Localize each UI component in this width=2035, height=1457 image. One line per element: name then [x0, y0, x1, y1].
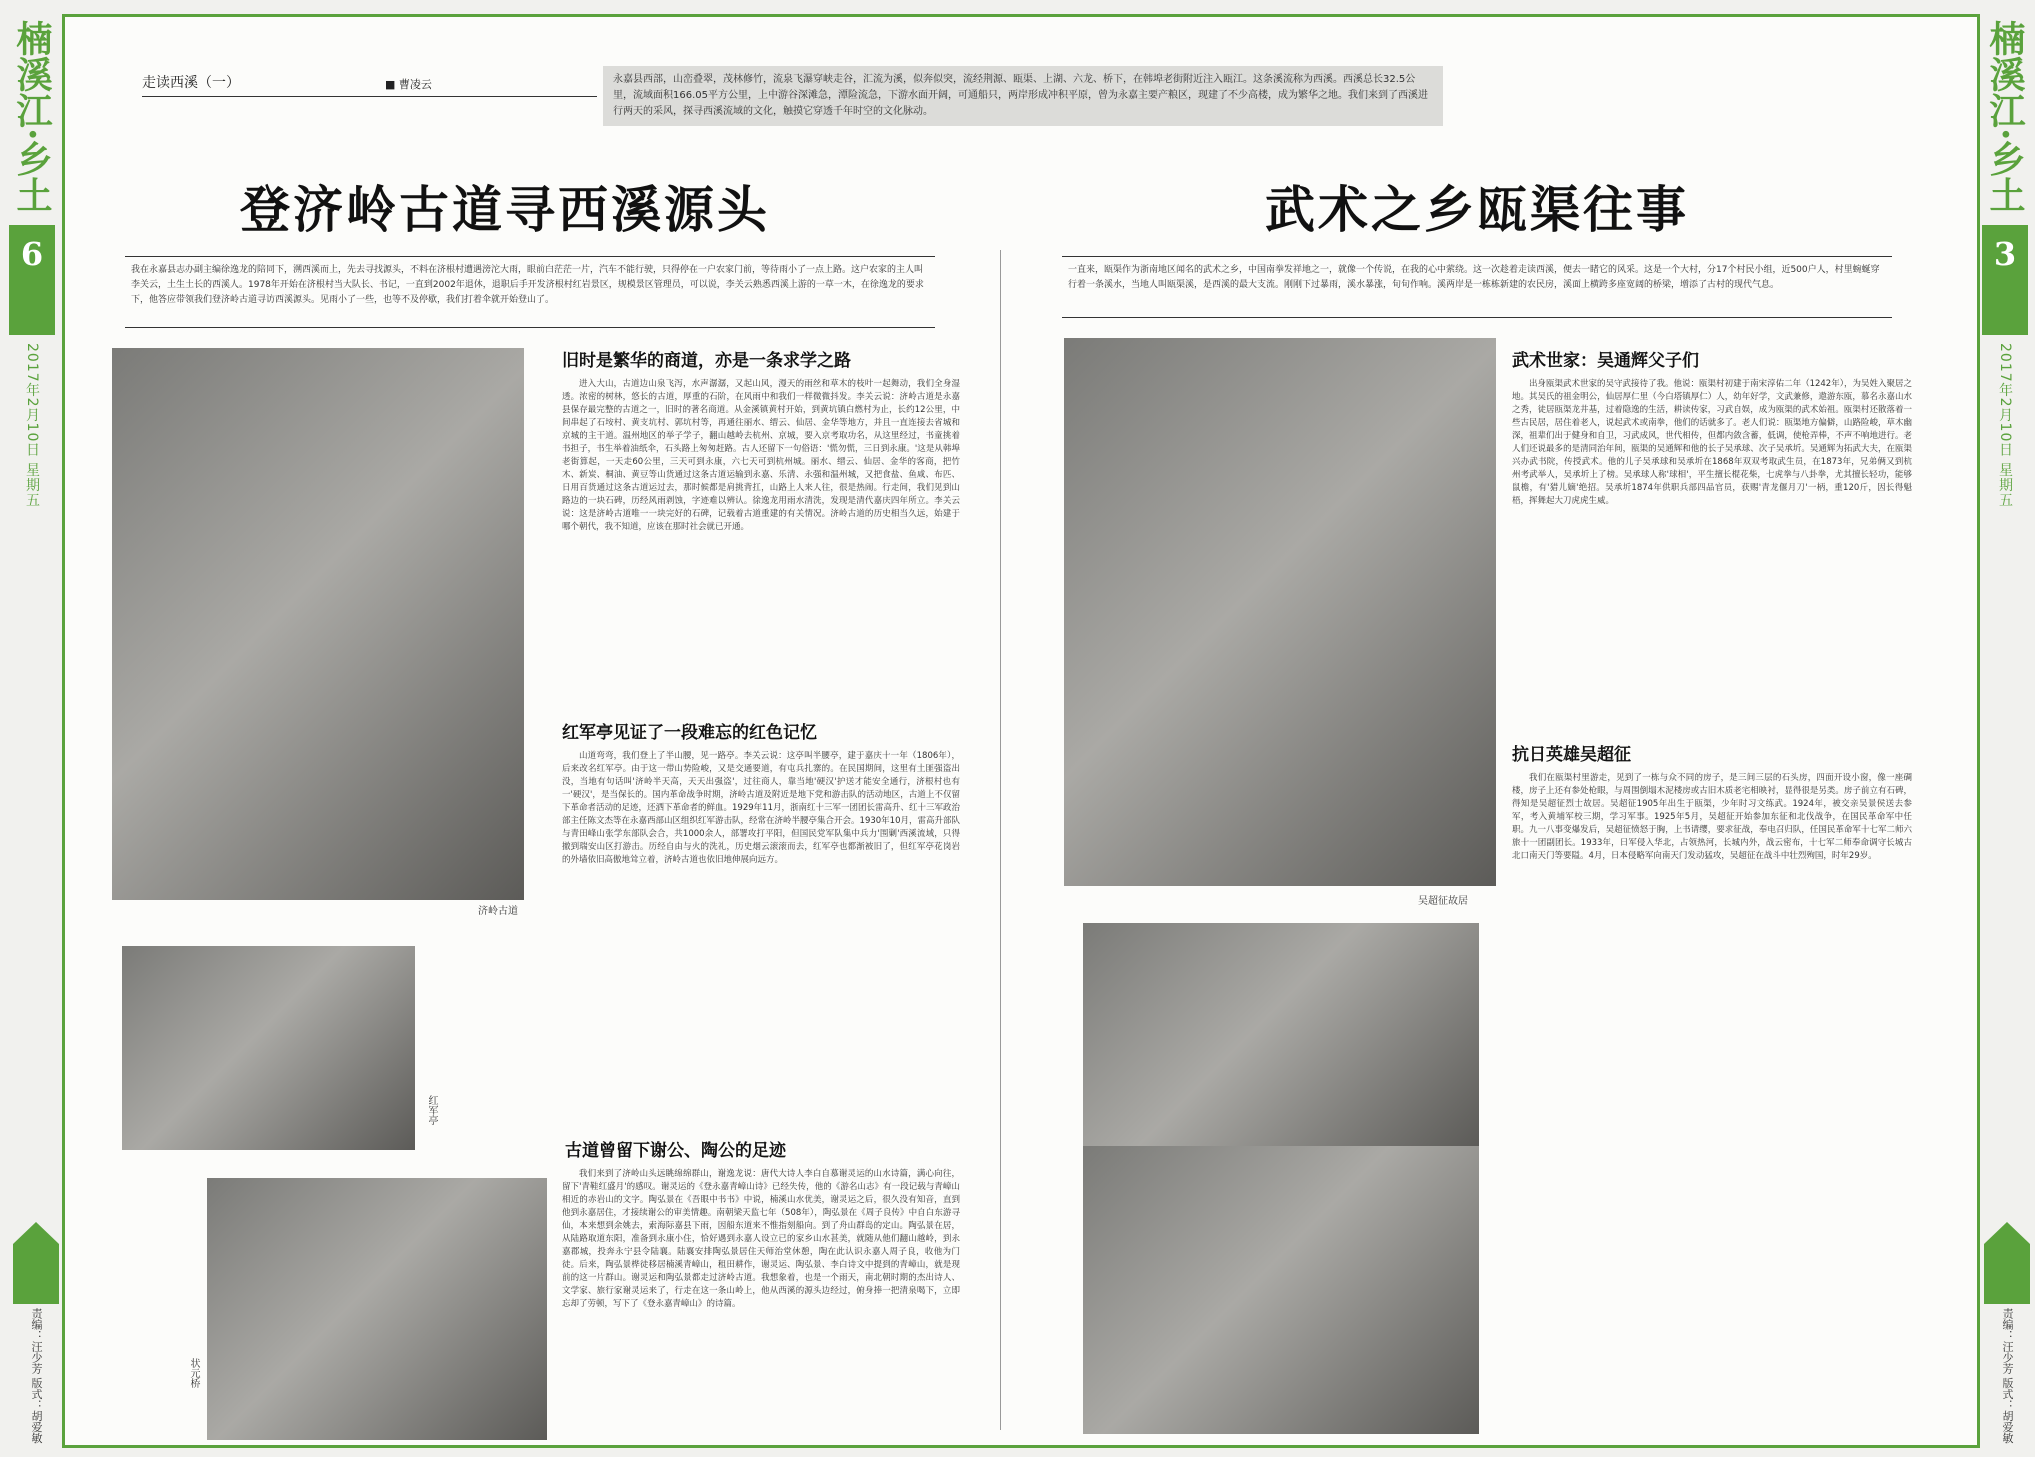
right-date: 2017年2月10日 星期五: [1997, 342, 2013, 508]
left-section2-body: [562, 750, 960, 1098]
left-section1-text: 进入大山，古道边山泉飞泻，水声潺潺，又起山风，漫天的雨丝和草木的枝叶一起舞动，我们全身湿透。浓密的树林，悠长的古道，厚重的石阶，在风雨中和我们一样微微抖发。李关云说：济岭古道是永嘉县保存最完整的古道之一，旧时的著名商道。从金溪镇黄村开始，到黄坑镇白燃村为止，长约12公里，中间串起了石垵村、黄支坑村、郭坑村等，再通往丽水、缙云、仙居、金华等地方，并且一直连接去省城和京城的主干道。温州地区的举子学子，翻山越岭去杭州、京城，要入京考取功名，从这里经过，书童挑着书担子，书生举着油纸伞，石头路上匆匆赶路。古人还留下一句俗语：'慌勿慌，三日到永康。'这是从韩埠老街算起，一天走60公里，三天可到永康，六七天可到杭州城。丽水、缙云、仙居、金华的客商，把竹木、新炭、桐油、黄豆等山货通过这条古道运输到永嘉、乐清、永强和温州城，又把食盐、鱼咸、布匹、日用百货通过这条古道运过去，那时候都是肩挑背扛，山路上人来人往，很是热闹。行走间，我们见到山路边的一块石碑，历经风雨剥蚀，字迹难以辨认。徐逸龙用雨水清洗，发现是清代嘉庆四年所立。李关云说：这是济岭古道唯一一块完好的石碑，记载着古道重建的有关情况。济岭古道的历史相当久远，始建于哪个朝代，我不知道，应该在那时社会就已开通。: [562, 379, 960, 532]
photo-caption-residence: 吴超征故居: [1418, 896, 1468, 907]
left-page-number: 6: [9, 225, 55, 335]
left-date: 2017年2月10日 星期五: [24, 342, 40, 508]
right-article-lead: 一直来，瓯渠作为浙南地区闻名的武术之乡，中国南拳发祥地之一，就像一个传说，在我的心中萦绕。这一次趁着走读西溪，便去一睹它的风采。这是一个大村，分17个村民小组，近500户人，村里蜿蜒穿行着一条溪水，当地人叫瓯渠溪，是西溪的最大支流。刚刚下过暴雨，溪水暴涨，旬旬作响。溪两岸是一栋栋新建的农民房，溪面上横跨多座宽阔的桥梁，增添了古村的现代气息。: [1062, 256, 1892, 318]
ouqu-village-street-photo: [1083, 1146, 1479, 1434]
left-section2-title: 红军亭见证了一段难忘的红色记忆: [562, 723, 817, 743]
zhuangyuan-bridge-photo: [207, 1178, 547, 1440]
left-section1-title: 旧时是繁华的商道，亦是一条求学之路: [562, 351, 851, 371]
left-editors: 责编：汪少芳 版式：胡爱敏: [30, 1307, 43, 1443]
right-sidebar: [1977, 20, 2033, 507]
right-section2-body: [1512, 772, 1912, 1432]
right-editors-block: [1979, 1222, 2035, 1444]
right-section1-title: 武术世家：吴通辉父子们: [1512, 351, 1699, 371]
left-section3-title: 古道曾留下谢公、陶公的足迹: [565, 1141, 786, 1161]
right-section1-text: 出身瓯渠武术世家的吴守武接待了我。他说：瓯渠村初建于南宋淳佑二年（1242年），为吴姓入聚居之地。其吴氏的祖金明公，仙居厚仁里（今白塔镇厚仁）人，幼年好学，文武兼修，遨游东瓯，慕名永嘉山水之秀，徒居瓯渠龙井基，过着隐逸的生活，耕读传家，习武自娱，成为瓯渠的武术始祖。瓯渠村还散落着一些古民居，居住着老人，说起武术或南拳，他们的话就多了。老人们说：瓯渠地方偏僻，山路险峻，草木幽深，祖辈们出于健身和自卫，习武成风，世代相传，但都内敛含蓄，低调，使枪弄棒，不声不响地进行。老人们还说最多的是清同治年间，瓯渠的吴通辉和他的长子吴承球、次子吴承圻。吴通辉为拓武大夫，在瓯渠兴办武书院，传授武术。他的儿子吴承球和吴承圻在1868年双双考取武生员，在1873年，兄弟俩又到杭州考武举人，吴承圻上了榜。吴承球人称'球相'，平生擅长棍花柴，七虎拳与八卦拳，尤其擅长轻功，能够鼠檐，有'猎儿嫡'绝招。吴承圻1874年供职兵部四品官员，获赐'青龙偃月刀'一柄，重120斤，因长得魁梧，挥舞起大刀虎虎生威。: [1512, 379, 1912, 506]
left-article-title: 登济岭古道寻西溪源头: [240, 180, 770, 239]
left-editors-block: [8, 1222, 64, 1444]
left-section3-text: 我们来到了济岭山头远眺绵绵群山，谢逸龙说：唐代大诗人李白自慕谢灵运的山水诗篇，满心向往，留下'青鞋红盛月'的感叹。谢灵运的《登永嘉青嶂山诗》已经失传，他的《游名山志》有一段记载与青嶂山相近的赤岩山的文字。陶弘景在《吾眼中书书》中说，楠溪山水优美，谢灵运之后，很久没有知音，直到他到永嘉居住，才接续谢公的审美情趣。南朝梁天监七年（508年），陶弘景在《周子良传》中自白东游寻仙，本来想到余姚去，索海际嘉县下雨，因船东道来不惟指刻船向。到了舟山群岛的定山。陶弘景在居，从陆路取道东阳，准备到永康小住，恰好遇到永嘉人设立已的家乡山水甚美，就随从他们翻山越岭，到永嘉郡城，投奔永宁县令陆襄。陆襄安排陶弘景居住天师治堂休憩，陶在此认识永嘉人周子良，收他为门徒。后来，陶弘景桦徒移居楠溪青嶂山，租田耕作，谢灵运、陶弘景、李白诗文中提到的青嶂山，就是现前的这一片群山。谢灵运和陶弘景都走过济岭古道。我想象着，也是一个雨天，南北朝时期的杰出诗人、文学家、旅行家谢灵运来了，行走在这一条山岭上，他从西溪的源头边经过，俯身捧一把清泉喝下，立即忘却了劳顿，写下了《登永嘉青嶂山》的诗篇。: [562, 1169, 960, 1309]
series-rule: [142, 96, 597, 97]
photo-caption-zhuangyuan-bridge: 状元桥: [188, 1358, 199, 1388]
left-article-lead: 我在永嘉县志办副主编徐逸龙的陪同下，溯西溪而上，先去寻找源头，不料在济根村遭遇滂沱大雨，眼前白茫茫一片，汽车不能行驶，只得停在一户农家门前，等待雨小了一点上路。这户农家的主人叫李关云，土生土长的西溪人。1978年开始在济根村当大队长、书记，一直到2002年退休，退职后手开发济根村红岩景区，规模景区管理员，可以说，李关云熟悉西溪上游的一草一木，在徐逸龙的要求下，他答应带领我们登济岭古道寻访西溪源头。见雨小了一些，也等不及停歇，我们打着伞就开始登山了。: [125, 256, 935, 328]
ancient-road-photo: [112, 348, 524, 900]
series-intro: 永嘉县西部，山峦叠翠，茂林修竹，流泉飞瀑穿峡走谷，汇流为溪，似奔似突，流经荆源、瓯渠、上湖、六龙、桥下，在韩埠老街附近注入瓯江。这条溪流称为西溪。西溪总长32.5公里，流域面积166.05平方公里，上中游谷深滩急，潭险流急，下游水面开阔，可通船只，两岸形成冲积平原，曾为永嘉主要产粮区，现建了不少高楼，成为繁华之地。我们来到了西溪进行两天的采风，探寻西溪流域的文化，触摸它穿透千年时空的文化脉动。: [603, 66, 1443, 126]
right-section2-text: 我们在瓯渠村里游走，见到了一栋与众不同的房子，是三间三层的石头房，四面开设小窗，像一座碉楼，房子上还有参处枪眼，与周围倒塌木泥楼房或古旧木质老宅相映衬，显得很是另类。房子前立有石碑，得知是吴超征烈士故居。吴超征1905年出生于瓯渠，少年时习文练武。1924年，被交亲吴景侯送去参军，考入黄埔军校三期，学习军事。1925年5月，吴超征开始参加东征和北伐战争，在国民革命军中任职。九一八事变爆发后，吴超征愤怒于胸，上书请缨，要求征战，奉电召归队，任国民革命军十七军二师六旅十一团副团长。1933年，日军侵入华北，占领热河，长城内外，战云密布，十七军二师奉命调守长城古北口南天门等要隘。4月，日本侵略军向南天门发动猛攻，吴超征在战斗中壮烈殉国，时年29岁。: [1512, 773, 1912, 861]
center-rule: [1000, 250, 1001, 1430]
series-title: 走读西溪（一）: [142, 75, 240, 91]
right-section1-body: [1512, 378, 1912, 728]
left-sidebar: [4, 20, 60, 507]
left-brand: 楠溪江·乡土: [11, 20, 53, 213]
right-editors: 责编：汪少芳 版式：胡爱敏: [2001, 1307, 2014, 1443]
red-army-pavilion-photo: [122, 946, 415, 1150]
left-section1-body: [562, 378, 960, 706]
right-article-title: 武术之乡瓯渠往事: [1265, 180, 1689, 239]
right-section2-title: 抗日英雄吴超征: [1512, 745, 1631, 765]
right-page-number: 3: [1982, 225, 2028, 335]
ouqu-village-building-photo: [1083, 923, 1479, 1146]
photo-caption-red-army-pavilion: 红军亭: [426, 1095, 437, 1125]
right-brand: 楠溪江·乡土: [1984, 20, 2026, 213]
wu-chaozheng-residence-photo: [1064, 338, 1496, 886]
series-author: ■ 曹凌云: [385, 78, 432, 91]
left-section3-body: [562, 1168, 960, 1430]
photo-caption-ancient-road: 济岭古道: [478, 906, 518, 917]
left-section2-text: 山道弯弯，我们登上了半山腰，见一路亭。李关云说：这亭叫半腰亭，建于嘉庆十一年（1806年），后来改名红军亭。由于这一带山势险峻，又是交通要道，有屯兵扎寨的。在民国期间，这里有土匪强盗出没，当地有句话叫'济岭半天高，天天出强盗'，过往商人，靠当地'硬汉'护送才能安全通行，济根村也有一'硬汉'，是当保长的。国内革命战争时期，济岭古道及附近是地下党和游击队的活动地区，古道上不仅留下革命者活动的足迹，还洒下革命者的鲜血。1929年11月，浙南红十三军一团团长雷高升、红十三军政治部主任陈文杰等在永嘉西部山区组织红军游击队，经常在济岭半腰亭集合开会。1930年10月，雷高升部队与青田峰山张学东部队会合，共1000余人，部署攻打平阳，但国民党军队集中兵力'围剿'西溪流域，只得撤到瑞安山区打游击。历经自由与火的洗礼，历史烟云滚滚而去，红军亭也都渐被旧了，但红军亭花岗岩的外墙依旧高傲地耸立着，济岭古道也依旧地伸展向远方。: [562, 751, 960, 865]
